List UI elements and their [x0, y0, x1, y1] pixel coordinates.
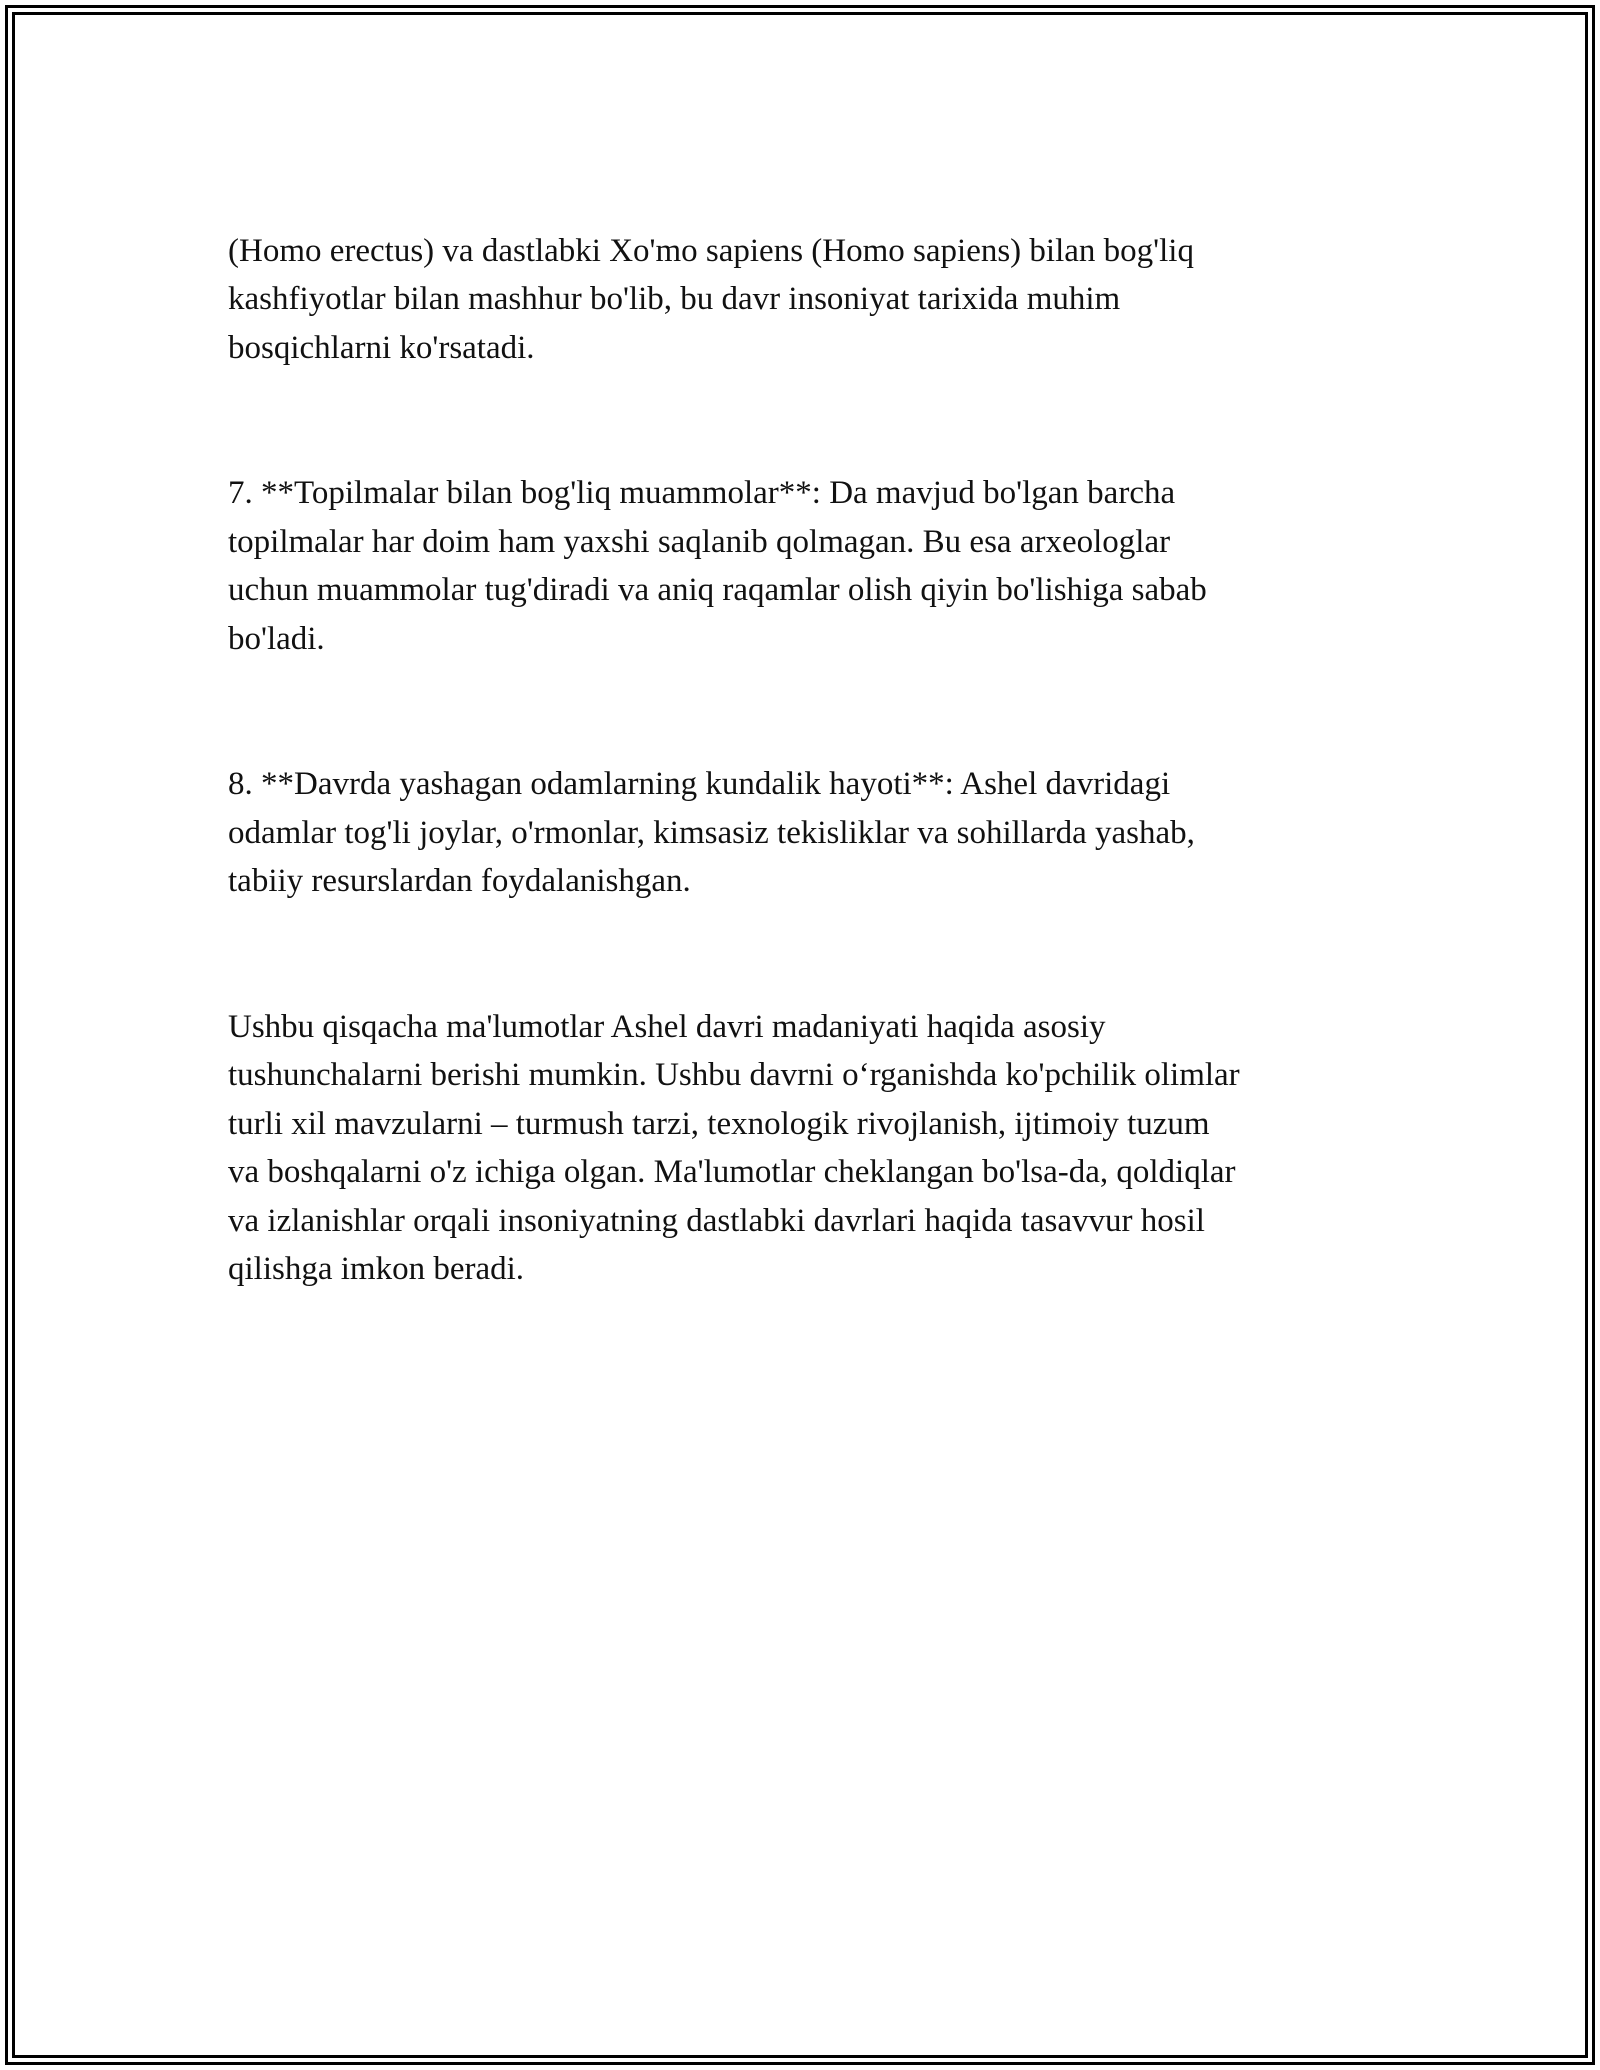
paragraph-item-7: 7. **Topilmalar bilan bog'liq muammolar**: Da mavjud bo'lgan barcha topilmalar har doim ham yaxshi saqlanib qolmagan. Bu esa arxeologlar uchun muammolar tug'diradi va aniq raqamlar olish qiyin bo'lishiga sabab bo'ladi. [228, 475, 1207, 657]
paragraph-item-8: 8. **Davrda yashagan odamlarning kundalik hayoti**: Ashel davridagi odamlar tog'li joylar, o'rmonlar, kimsasiz tekisliklar va sohillarda yashab, tabiiy resurslardan foydalanishgan. [228, 766, 1195, 899]
document-body [228, 178, 1368, 1391]
paragraph-conclusion: Ushbu qisqacha ma'lumotlar Ashel davri madaniyati haqida asosiy tushunchalarni berishi mumkin. Ushbu davrni o‘rganishda ko'pchilik olimlar turli xil mavzularni – turmush tarzi, texnologik rivojlanish, ijtimoiy tuzum va boshqalarni o'z ichiga olgan. Ma'lumotlar cheklangan bo'lsa-da, qoldiqlar va izlanishlar orqali insoniyatning dastlabki davrlari haqida tasavvur hosil qilishga imkon beradi. [228, 1008, 1240, 1287]
paragraph-intro-continuation: (Homo erectus) va dastlabki Xo'mo sapiens (Homo sapiens) bilan bog'liq kashfiyotlar bilan mashhur bo'lib, bu davr insoniyat tarixida muhim bosqichlarni ko'rsatadi. [228, 232, 1194, 366]
